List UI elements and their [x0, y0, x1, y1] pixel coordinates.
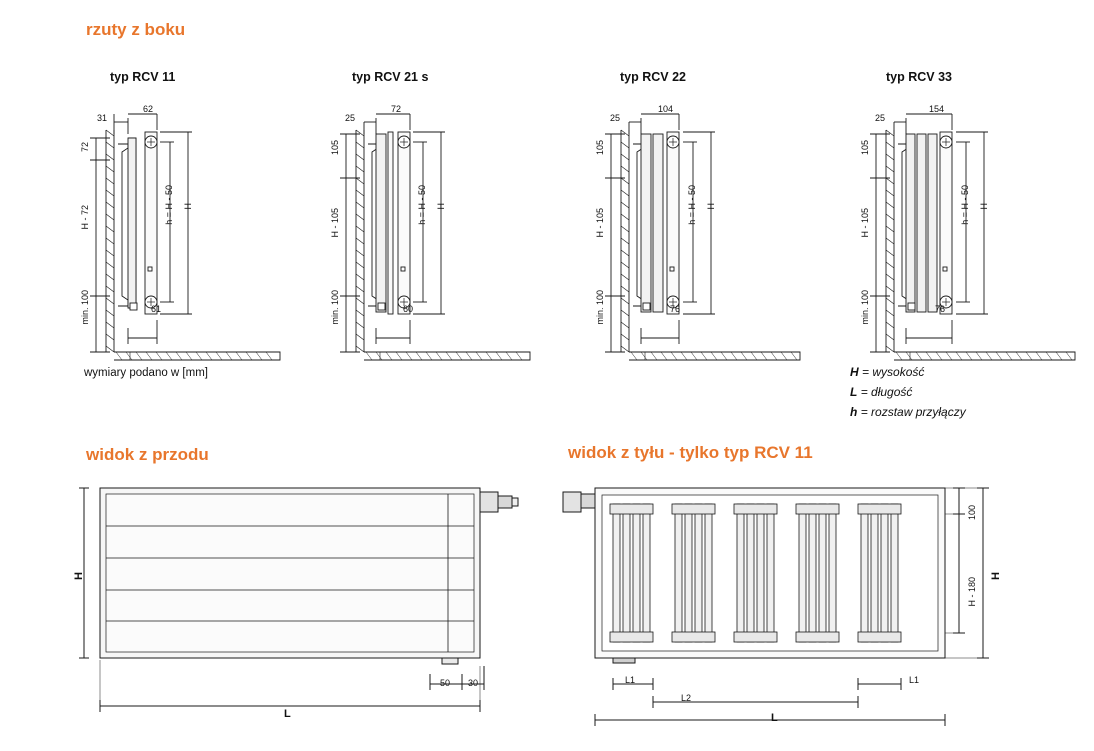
dim-h-rcv21s: h = H - 50 [417, 185, 427, 225]
front-view-diagram [70, 478, 540, 738]
dim-105-rcv21s: 105 [330, 140, 340, 156]
back-view-dim-l1-left: L1 [625, 675, 636, 685]
side-view-diagram-rcv11 [70, 100, 330, 390]
front-view-length-label: L [284, 708, 291, 720]
back-view-dim-h180: H - 180 [967, 577, 977, 607]
dim-h105-rcv22: H - 105 [595, 208, 605, 238]
dim-min100-rcv33: min. 100 [860, 290, 870, 325]
legend-symbol-L: L [850, 385, 858, 399]
back-view-dim-l1-right: L1 [909, 675, 920, 685]
units-note: wymiary podano w [mm] [84, 367, 208, 379]
side-view-title-rcv22: typ RCV 22 [620, 70, 686, 84]
legend-row-h-spacing [850, 405, 966, 419]
dim-H-rcv11: H [183, 203, 193, 210]
dim-104-rcv22: 104 [658, 104, 674, 114]
legend-symbol-H: H [850, 365, 859, 379]
dim-105-rcv22: 105 [595, 140, 605, 156]
dim-25-rcv21s: 25 [345, 113, 356, 123]
side-view-diagram-rcv22 [585, 100, 855, 390]
dim-154-rcv33: 154 [929, 104, 945, 114]
front-view-dim-50: 50 [440, 678, 451, 688]
dim-60-rcv21s: 60 [403, 304, 414, 314]
side-view-title-rcv11: typ RCV 11 [110, 70, 176, 84]
dim-105-rcv33: 105 [860, 140, 870, 156]
side-view-title-rcv21s: typ RCV 21 s [352, 70, 429, 84]
dim-31-rcv11: 31 [97, 113, 108, 123]
dim-72-top-rcv21s: 72 [391, 104, 402, 114]
dim-h-rcv22: h = H - 50 [687, 185, 697, 225]
back-view-dim-l2: L2 [681, 693, 692, 703]
dim-h-rcv11: h = H - 50 [164, 185, 174, 225]
dim-H-rcv33: H [979, 203, 989, 210]
legend-symbol-h: h [850, 405, 858, 419]
dim-25-rcv22: 25 [610, 113, 621, 123]
back-view-diagram [555, 478, 1025, 738]
side-view-diagram-rcv33 [850, 100, 1094, 390]
dim-72-rcv11: 72 [80, 142, 90, 153]
back-view-dim-H: H [990, 572, 1002, 580]
legend-text-h: = rozstaw przyłączy [860, 405, 966, 419]
legend-row-h-height [850, 365, 924, 379]
dim-H-rcv22: H [706, 203, 716, 210]
dim-min100-rcv21s: min. 100 [330, 290, 340, 325]
section-title-front-view: widok z przodu [86, 445, 209, 464]
front-view-height-label: H [73, 572, 85, 580]
dim-H-rcv21s: H [436, 203, 446, 210]
dim-min100-rcv22: min. 100 [595, 290, 605, 325]
dim-76-rcv22: 76 [670, 304, 681, 314]
dim-62-rcv11: 62 [143, 104, 154, 114]
side-view-diagram-rcv21s [320, 100, 580, 390]
legend-text-L: = długość [860, 385, 913, 399]
legend-text-H: = wysokość [862, 365, 925, 379]
back-view-dim-100: 100 [967, 505, 977, 521]
dim-76-rcv33: 76 [935, 304, 946, 314]
section-title-back-view: widok z tyłu - tylko typ RCV 11 [568, 443, 813, 462]
dim-25-rcv33: 25 [875, 113, 886, 123]
back-view-dim-L: L [771, 712, 778, 724]
dim-h-rcv33: h = H - 50 [960, 185, 970, 225]
dim-61-rcv11: 61 [151, 304, 162, 314]
dim-h105-rcv21s: H - 105 [330, 208, 340, 238]
side-view-title-rcv33: typ RCV 33 [886, 70, 952, 84]
front-view-dim-30: 30 [468, 678, 479, 688]
dim-h105-rcv33: H - 105 [860, 208, 870, 238]
section-title-side-views: rzuty z boku [86, 20, 186, 39]
legend-row-l-length [850, 385, 912, 399]
dim-h72-rcv11: H - 72 [80, 205, 90, 230]
dim-min100-rcv11: min. 100 [80, 290, 90, 325]
